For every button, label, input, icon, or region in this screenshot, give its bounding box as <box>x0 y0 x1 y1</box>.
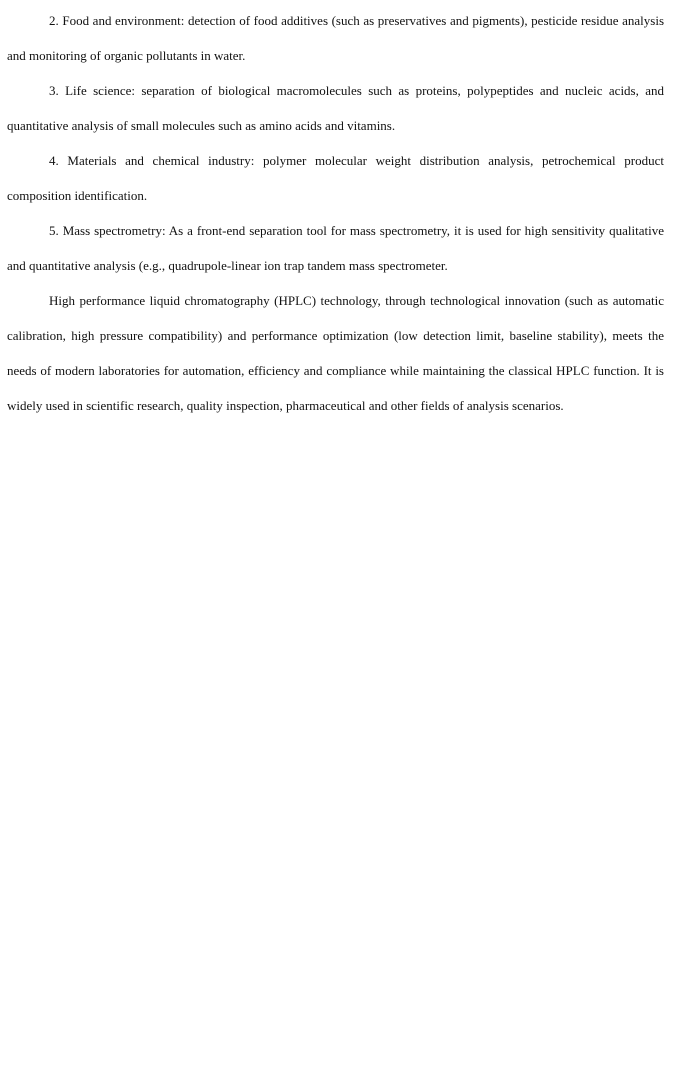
paragraph-mass-spectrometry: 5. Mass spectrometry: As a front-end separation tool for mass spectrometry, it is used for high sensitivity qualitative and quantitative analysis (e.g., quadrupole-linear ion trap tandem mass spectrometer. <box>7 223 664 273</box>
paragraph-hplc-summary: High performance liquid chromatography (HPLC) technology, through technological innovation (such as automatic calibration, high pressure compatibility) and performance optimization (low detection limit, baseline stability), meets the needs of modern laboratories for automation, efficiency and compliance while maintaining the classical HPLC function. It is widely used in scientific research, quality inspection, pharmaceutical and other fields of analysis scenarios. <box>7 293 664 413</box>
paragraph-food-environment: 2. Food and environment: detection of food additives (such as preservatives and pigments), pesticide residue analysis and monitoring of organic pollutants in water. <box>7 13 664 63</box>
paragraph-life-science: 3. Life science: separation of biological macromolecules such as proteins, polypeptides and nucleic acids, and quantitative analysis of small molecules such as amino acids and vitamins. <box>7 83 664 133</box>
document-body <box>7 3 664 423</box>
paragraph-materials-chemical: 4. Materials and chemical industry: polymer molecular weight distribution analysis, petrochemical product composition identification. <box>7 153 664 203</box>
